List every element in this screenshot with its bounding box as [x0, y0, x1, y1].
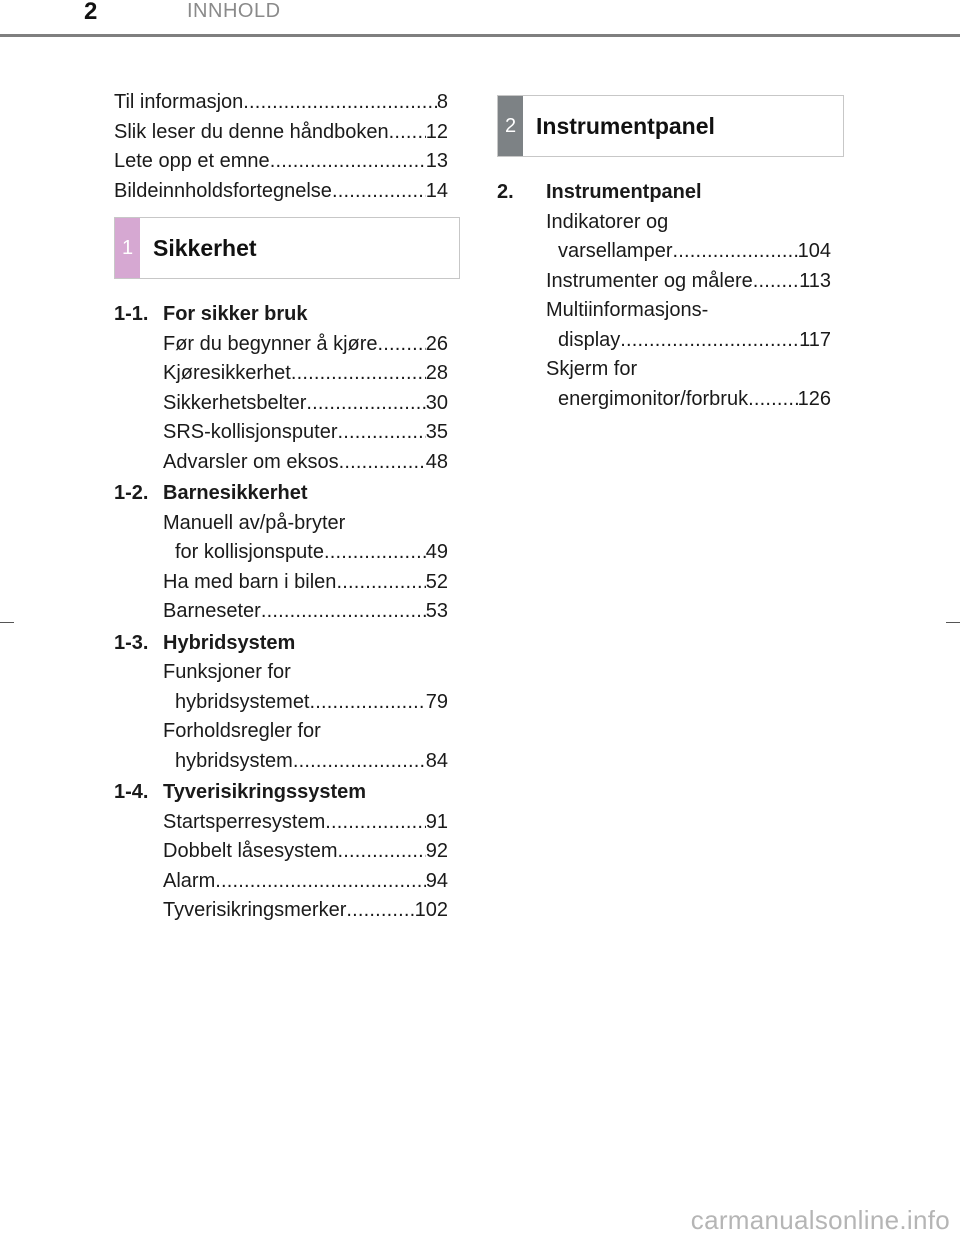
leader-dots: [346, 896, 414, 926]
toc-entry-line[interactable]: [163, 867, 448, 897]
toc-entry-line[interactable]: [163, 568, 448, 598]
toc-page-number: 94: [425, 869, 448, 892]
toc-entry[interactable]: [163, 896, 448, 926]
toc-page-number: 92: [425, 840, 448, 862]
toc-entry-label: Alarm: [163, 869, 216, 892]
chapter-number: 1-1.: [114, 303, 149, 325]
toc-entry-continuation[interactable]: [546, 237, 831, 267]
toc-entry[interactable]: [546, 267, 831, 297]
toc-entry-label: SRS-kollisjonsputer: [163, 421, 338, 443]
toc-entry[interactable]: [546, 208, 831, 267]
toc-entry-label: Forholdsregler for: [163, 720, 321, 742]
toc-page-number: 8: [436, 91, 448, 113]
toc-entry[interactable]: [163, 808, 448, 838]
intro-list: [114, 88, 448, 206]
toc-entry-line[interactable]: [163, 418, 448, 448]
leader-dots: [339, 448, 426, 478]
leader-dots: [215, 867, 426, 897]
toc-entry[interactable]: [163, 658, 448, 717]
toc-entry-label: Instrumenter og målere: [546, 269, 753, 292]
toc-entry-label: Barneseter: [163, 600, 261, 622]
leader-dots: [243, 88, 437, 118]
toc-entry[interactable]: [163, 867, 448, 897]
leader-dots: [332, 177, 426, 207]
toc-page-number: 35: [425, 421, 448, 443]
toc-entry-line[interactable]: [163, 330, 448, 360]
chapter-title: Hybridsystem: [163, 631, 296, 654]
chapter-title: Instrumentpanel: [546, 181, 702, 203]
toc-page-number: 26: [425, 332, 448, 355]
header-divider: [0, 34, 960, 37]
leader-dots: [324, 538, 426, 568]
crop-mark-left: [0, 622, 14, 623]
toc-page-number: 52: [425, 570, 448, 593]
toc-entry[interactable]: [163, 568, 448, 598]
toc-page-number: 28: [425, 362, 448, 384]
toc-entry-label: Advarsler om eksos: [163, 450, 339, 473]
toc-page-number: 104: [797, 240, 831, 262]
toc-entry[interactable]: [546, 296, 831, 355]
page-header: [0, 0, 960, 40]
toc-entry-label: display: [558, 328, 621, 351]
toc-entry-continuation[interactable]: [163, 538, 448, 568]
toc-entry-label: Sikkerhetsbelter: [163, 391, 307, 414]
toc-entry-label: Dobbelt låsesystem: [163, 840, 338, 862]
toc-entry[interactable]: [163, 418, 448, 448]
chapter-number: 1-2.: [114, 482, 149, 504]
toc-page-number: 49: [425, 541, 448, 563]
toc-entry[interactable]: [163, 448, 448, 478]
toc-entry-continuation[interactable]: [163, 688, 448, 718]
toc-page-number: 126: [797, 387, 831, 410]
toc-entry-label: Skjerm for: [546, 358, 638, 380]
toc-entry-label: Multiinformasjons-: [546, 299, 709, 321]
section1-toc: [114, 300, 448, 926]
toc-entry[interactable]: [163, 597, 448, 627]
chapter-number: 1-4.: [114, 781, 149, 803]
toc-page-number: 117: [799, 328, 831, 351]
toc-entry-label: Bildeinnholdsfortegnelse: [114, 179, 332, 202]
toc-entry-label: Manuell av/på-bryter: [163, 511, 346, 534]
toc-page-number: 79: [425, 690, 448, 713]
chapter-heading[interactable]: [114, 300, 448, 330]
toc-page-number: 12: [425, 120, 448, 143]
leader-dots: [672, 237, 797, 267]
toc-entry-label: Slik leser du denne håndboken: [114, 120, 389, 143]
chapter-heading[interactable]: [114, 479, 448, 509]
toc-entry-line[interactable]: [163, 808, 448, 838]
section-title: Sikkerhet: [153, 234, 257, 261]
leader-dots: [293, 747, 426, 777]
toc-entry-line[interactable]: [163, 896, 448, 926]
leader-dots: [291, 359, 426, 389]
toc-entry-label: hybridsystemet: [175, 690, 310, 713]
toc-entry-continuation[interactable]: [546, 326, 831, 356]
chapter-heading[interactable]: [114, 629, 448, 659]
toc-entry-line[interactable]: [163, 389, 448, 419]
chapter-title: Barnesikkerhet: [163, 482, 308, 504]
toc-entry[interactable]: [114, 147, 448, 177]
toc-entry[interactable]: [163, 509, 448, 568]
toc-entry[interactable]: [114, 118, 448, 148]
toc-entry-label: Funksjoner for: [163, 661, 291, 683]
toc-entry-line[interactable]: [163, 837, 448, 867]
section-number-badge: 1: [115, 218, 140, 278]
crop-mark-right: [946, 622, 960, 623]
leader-dots: [270, 147, 426, 177]
toc-entry-label: Ha med barn i bilen: [163, 570, 337, 593]
header-title: INNHOLD: [187, 0, 281, 22]
chapter-number: 2.: [497, 181, 514, 203]
toc-entry-label: Til informasjon: [114, 91, 244, 113]
toc-entry[interactable]: [163, 359, 448, 389]
section-title: Instrumentpanel: [536, 112, 715, 139]
toc-page-number: 53: [425, 600, 448, 622]
chapter-heading[interactable]: [114, 778, 448, 808]
leader-dots: [306, 389, 425, 419]
toc-entry-label: for kollisjonspute: [175, 541, 324, 563]
chapter-title: For sikker bruk: [163, 303, 308, 325]
toc-entry-label: Tyverisikringsmerker: [163, 899, 347, 921]
toc-entry-label: Lete opp et emne: [114, 150, 270, 172]
toc-entry-label: energimonitor/forbruk: [558, 387, 749, 410]
toc-page-number: 84: [425, 749, 448, 772]
leader-dots: [620, 326, 799, 356]
leader-dots: [310, 688, 426, 718]
page-number: 2: [84, 0, 98, 25]
toc-page-number: 91: [425, 810, 448, 833]
watermark: carmanualsonline.info: [690, 1205, 950, 1235]
toc-page-number: 48: [425, 450, 448, 473]
leader-dots: [338, 837, 426, 867]
toc-entry-label: hybridsystem: [175, 749, 293, 772]
toc-entry[interactable]: [163, 330, 448, 360]
leader-dots: [389, 118, 426, 148]
section-number-badge: 2: [498, 96, 523, 156]
section-header-2: [497, 95, 844, 157]
toc-entry-line[interactable]: [163, 448, 448, 478]
chapter-heading[interactable]: [497, 178, 831, 208]
toc-entry-line[interactable]: [163, 597, 448, 627]
leader-dots: [378, 330, 426, 360]
leader-dots: [325, 808, 425, 838]
toc-entry[interactable]: [163, 717, 448, 776]
leader-dots: [748, 385, 798, 415]
leader-dots: [336, 568, 425, 598]
toc-entry[interactable]: [163, 389, 448, 419]
toc-entry[interactable]: [114, 88, 448, 118]
section2-toc: [497, 178, 831, 414]
toc-entry-label: varsellamper: [558, 240, 673, 262]
toc-entry[interactable]: [114, 177, 448, 207]
leader-dots: [261, 597, 426, 627]
toc-entry-label: Indikatorer og: [546, 210, 669, 233]
toc-page-number: 102: [414, 899, 448, 921]
toc-entry-continuation[interactable]: [163, 747, 448, 777]
leader-dots: [338, 418, 426, 448]
toc-page-number: 30: [425, 391, 448, 414]
chapter-number: 1-3.: [114, 631, 149, 654]
toc-page-number: 14: [425, 179, 448, 202]
section-header-1: [114, 217, 460, 279]
toc-entry-label: Før du begynner å kjøre: [163, 332, 378, 355]
toc-entry-continuation[interactable]: [546, 385, 831, 415]
toc-entry-line[interactable]: [546, 267, 831, 297]
toc-entry-line[interactable]: [163, 359, 448, 389]
chapter-title: Tyverisikringssystem: [163, 781, 367, 803]
leader-dots: [753, 267, 799, 297]
toc-entry-label: Startsperresystem: [163, 810, 326, 833]
toc-entry[interactable]: [163, 837, 448, 867]
toc-entry-label: Kjøresikkerhet: [163, 362, 291, 384]
toc-page-number: 13: [425, 150, 448, 172]
toc-page-number: 113: [799, 269, 831, 292]
toc-entry[interactable]: [546, 355, 831, 414]
